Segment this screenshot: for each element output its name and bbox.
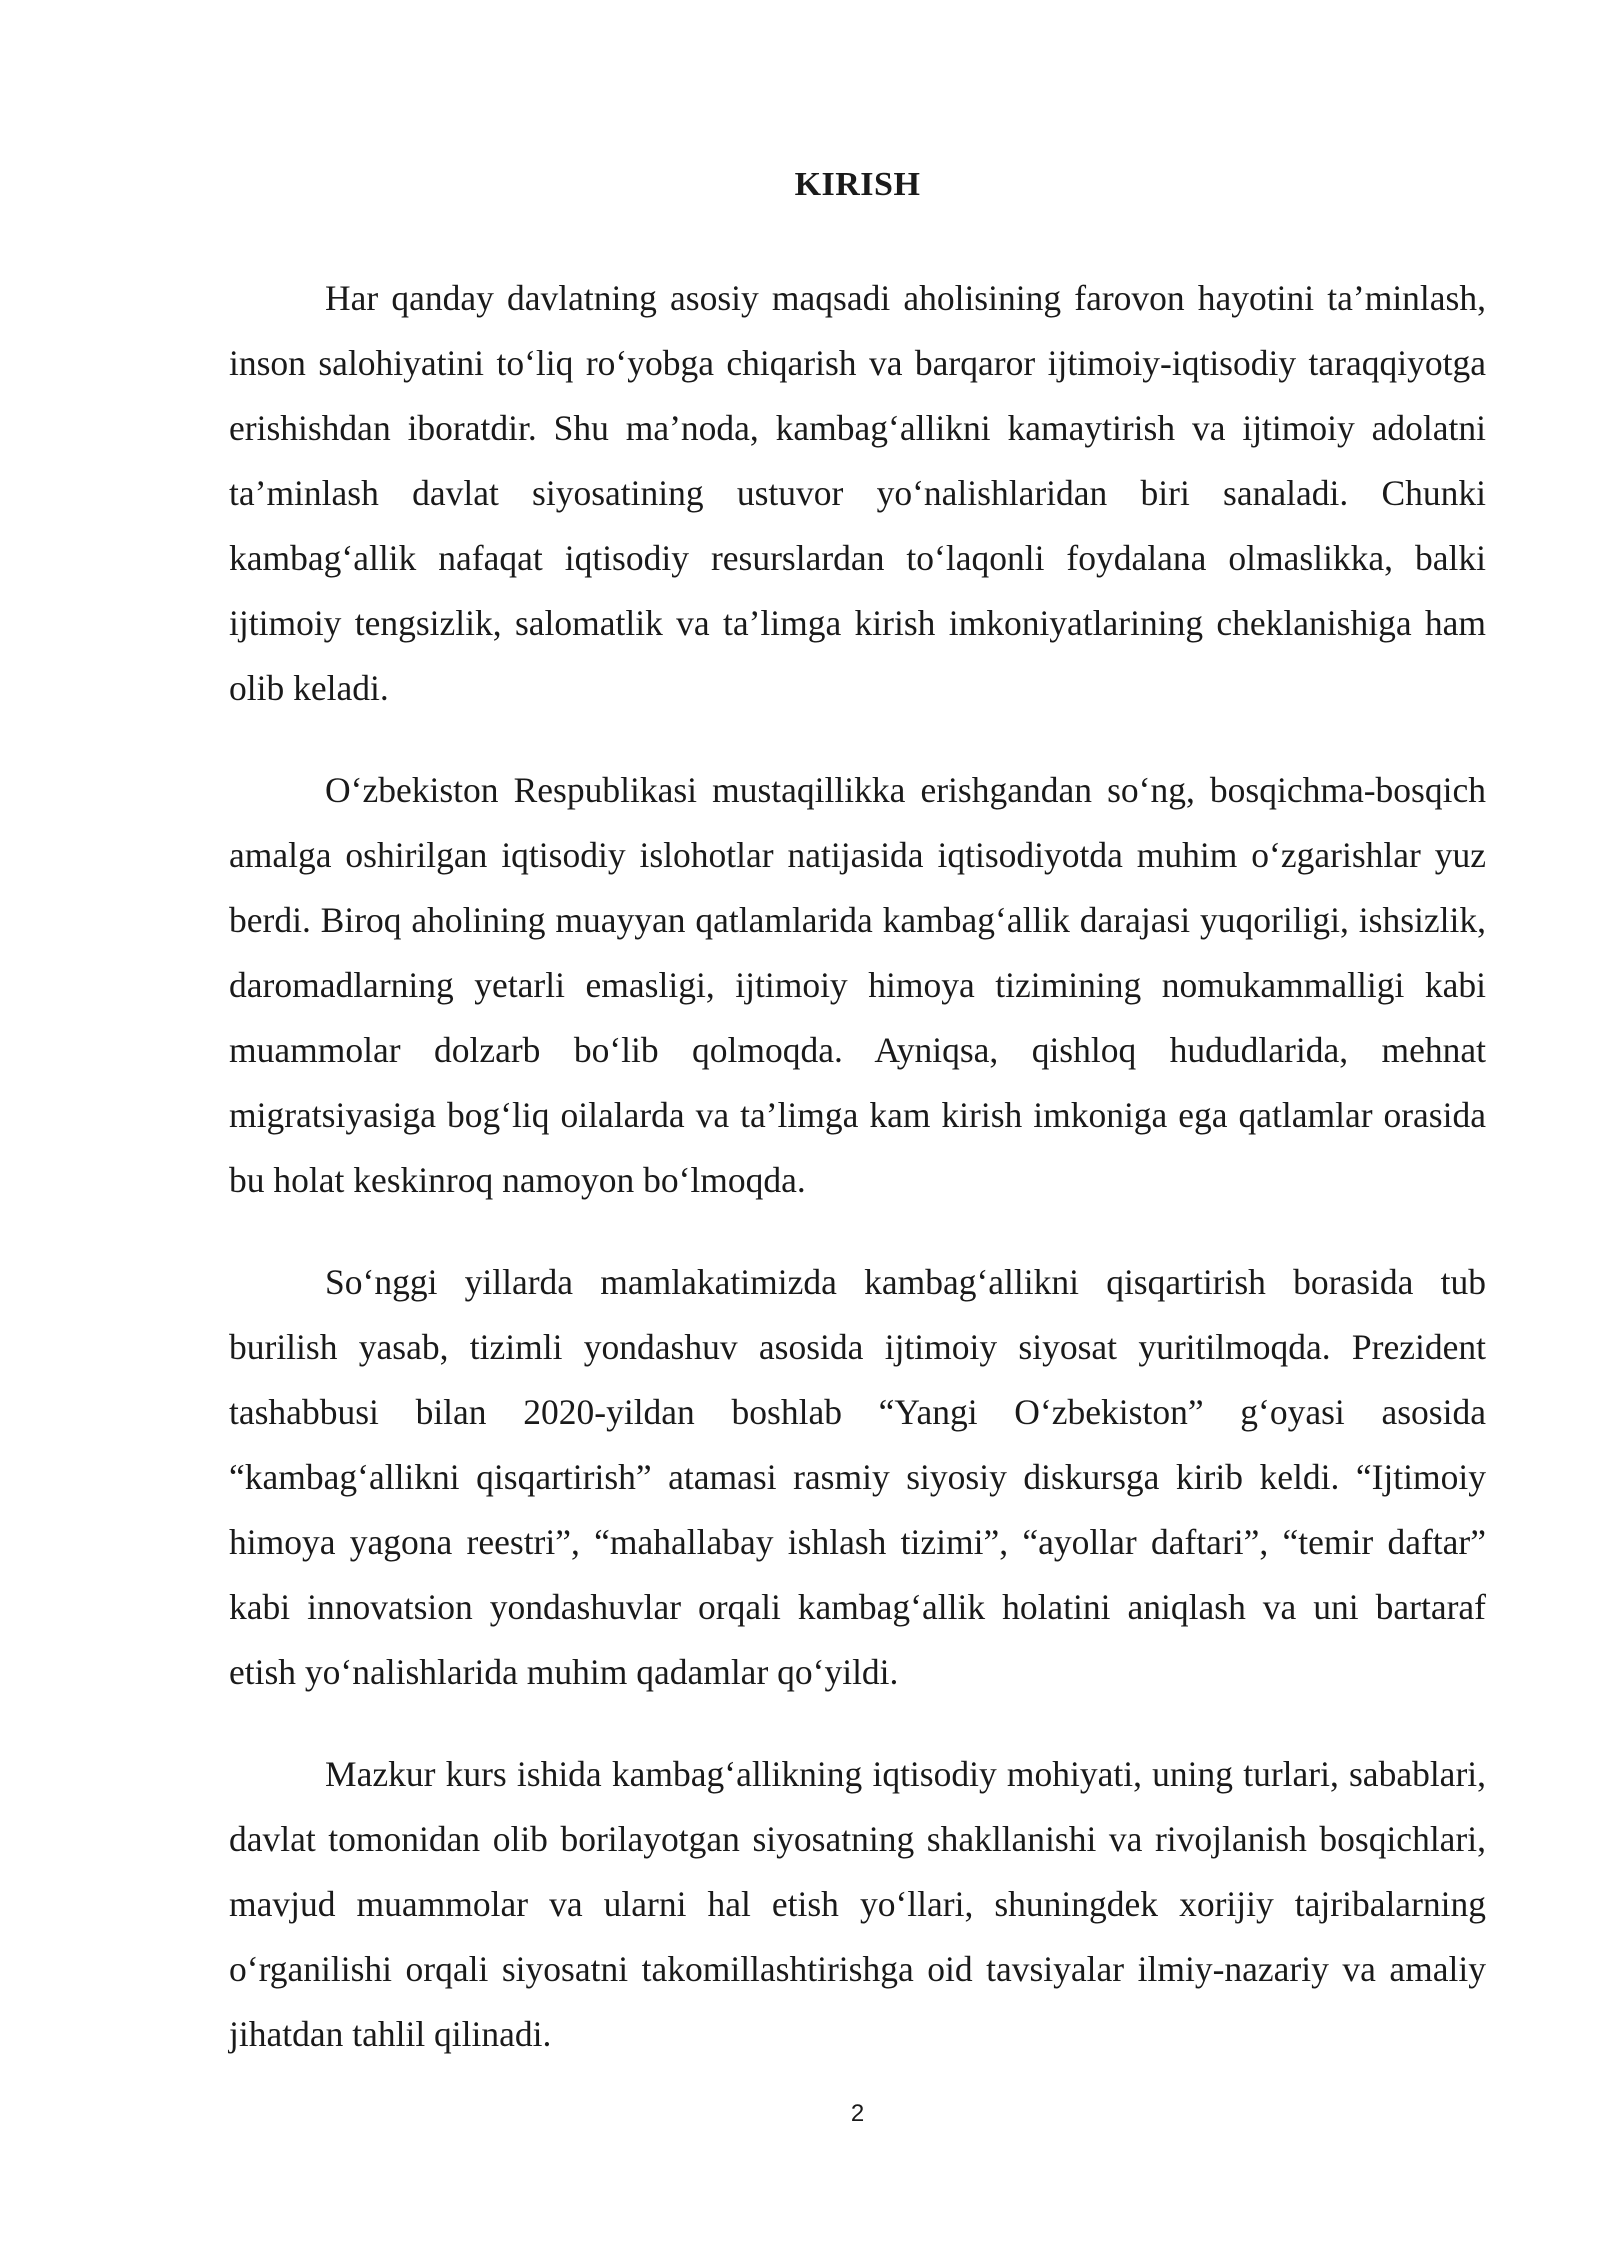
paragraph-4: Mazkur kurs ishida kambag‘allikning iqtisodiy mohiyati, uning turlari, sabablari, davlat tomonidan olib borilayotgan siyosatning shakllanishi va rivojlanish bosqichlari, mavjud muammolar va ularni hal etish yo‘llari, shuningdek xorijiy tajribalarning o‘rganilishi orqali siyosatni takomillashtirishga oid tavsiyalar ilmiy-nazariy va amaliy jihatdan tahlil qilinadi. <box>229 1754 1486 2054</box>
section-title: KIRISH <box>794 166 921 203</box>
paragraph-1: Har qanday davlatning asosiy maqsadi aholisining farovon hayotini ta’minlash, inson salohiyatini to‘liq ro‘yobga chiqarish va barqaror ijtimoiy-iqtisodiy taraqqiyotga erishishdan iboratdir. Shu ma’noda, kambag‘allikni kamaytirish va ijtimoiy adolatni ta’minlash davlat siyosatining ustuvor yo‘nalishlaridan biri sanaladi. Chunki kambag‘allik nafaqat iqtisodiy resurslardan to‘laqonli foydalana olmaslikka, balki ijtimoiy tengsizlik, salomatlik va ta’limga kirish imkoniyatlarining cheklanishiga ham olib keladi. <box>229 278 1486 708</box>
page-number: 2 <box>850 2100 865 2127</box>
paragraph-3: So‘nggi yillarda mamlakatimizda kambag‘allikni qisqartirish borasida tub burilish yasab, tizimli yondashuv asosida ijtimoiy siyosat yuritilmoqda. Prezident tashabbusi bilan 2020-yildan boshlab “Yangi O‘zbekiston” g‘oyasi asosida “kambag‘allikni qisqartirish” atamasi rasmiy siyosiy diskursga kirib keldi. “Ijtimoiy himoya yagona reestri”, “mahallabay ishlash tizimi”, “ayollar daftari”, “temir daftar” kabi innovatsion yondashuvlar orqali kambag‘allik holatini aniqlash va uni bartaraf etish yo‘nalishlarida muhim qadamlar qo‘yildi. <box>229 1262 1486 1692</box>
paragraph-2: O‘zbekiston Respublikasi mustaqillikka erishgandan so‘ng, bosqichma-bosqich amalga oshirilgan iqtisodiy islohotlar natijasida iqtisodiyotda muhim o‘zgarishlar yuz berdi. Biroq aholining muayyan qatlamlarida kambag‘allik darajasi yuqoriligi, ishsizlik, daromadlarning yetarli emasligi, ijtimoiy himoya tizimining nomukammalligi kabi muammolar dolzarb bo‘lib qolmoqda. Ayniqsa, qishloq hududlarida, mehnat migratsiyasiga bog‘liq oilalarda va ta’limga kam kirish imkoniga ega qatlamlar orasida bu holat keskinroq namoyon bo‘lmoqda. <box>229 770 1486 1200</box>
body-text <box>229 266 1486 2104</box>
